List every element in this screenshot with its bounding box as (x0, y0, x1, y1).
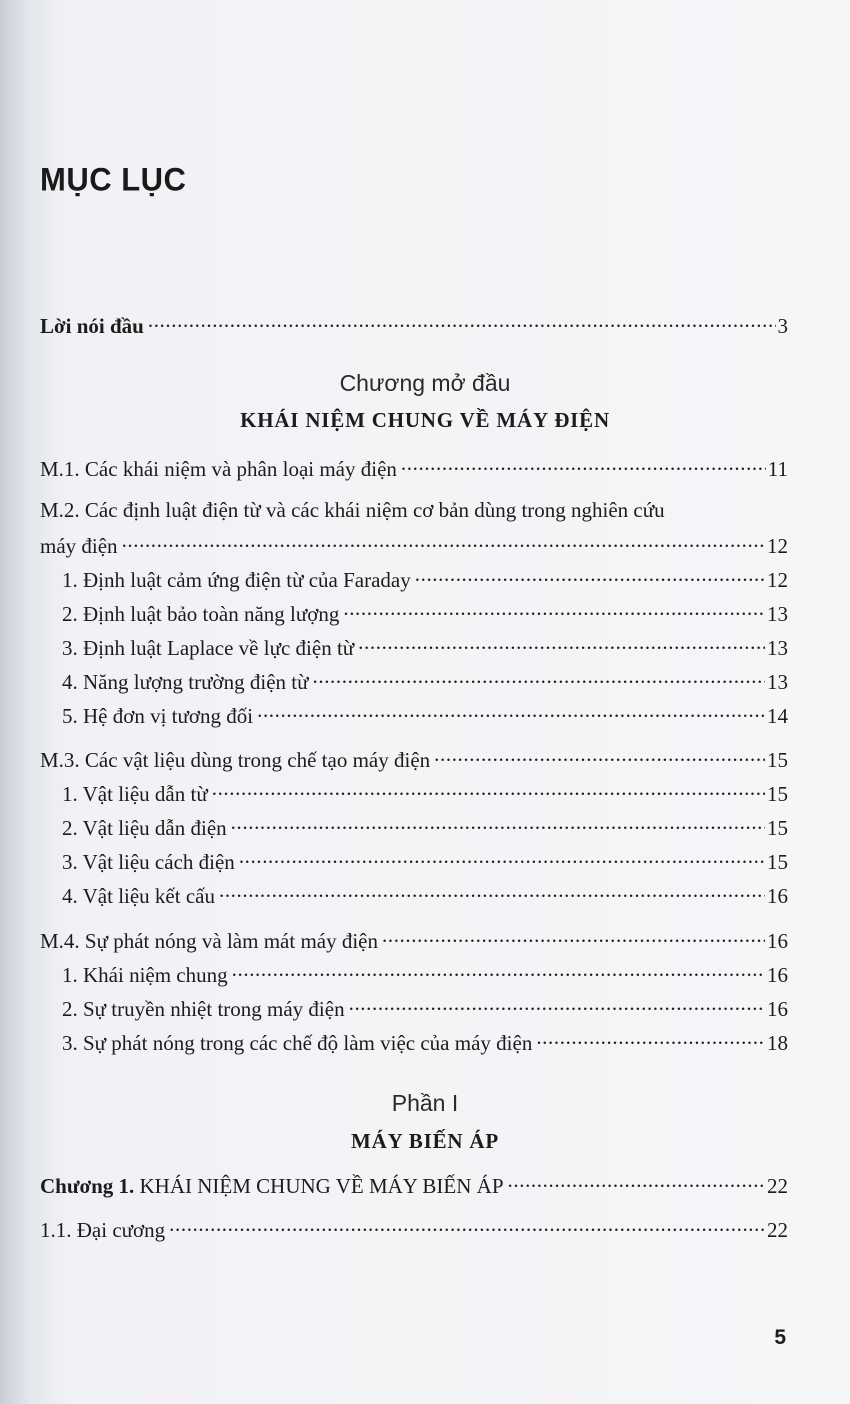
toc-entry-label: M.2. Các định luật điện từ và các khái niệm cơ bản dùng trong nghiên cứu (40, 498, 665, 522)
toc-entry-m2-5[interactable] (62, 702, 788, 729)
toc-entry-label: 2. Vật liệu dẫn điện (62, 816, 227, 840)
page-number: 5 (774, 1326, 786, 1349)
toc-page-number: 16 (767, 997, 788, 1021)
toc-entry-label: máy điện (40, 534, 118, 558)
toc-entry-label: 2. Sự truyền nhiệt trong máy điện (62, 997, 345, 1021)
toc-page-number: 13 (767, 602, 788, 626)
toc-entry-m2-3[interactable] (62, 634, 788, 661)
toc-entry-m3-4[interactable] (62, 882, 788, 909)
toc-entry-m1[interactable] (40, 455, 788, 482)
toc-entry-m2-line2[interactable] (40, 532, 788, 559)
toc-entry-preface[interactable] (40, 312, 788, 339)
toc-entry-label: KHÁI NIỆM CHUNG VỀ MÁY BIẾN ÁP (139, 1174, 504, 1198)
toc-entry-m2-1[interactable] (62, 566, 788, 593)
dot-leader (212, 780, 765, 801)
toc-page-number: 15 (767, 816, 788, 840)
chapter-kicker: Chương mở đầu (339, 370, 511, 396)
dot-leader (257, 702, 765, 723)
toc-entry-label: 1. Định luật cảm ứng điện từ của Faraday (62, 568, 411, 592)
toc-page-number: 3 (777, 314, 788, 338)
dot-leader (358, 634, 765, 655)
toc-entry-label: 2. Định luật bảo toàn năng lượng (62, 602, 340, 626)
dot-leader (122, 532, 765, 553)
toc-entry-m2-4[interactable] (62, 668, 788, 695)
part-kicker: Phần I (391, 1090, 459, 1116)
toc-page-number: 13 (767, 670, 788, 694)
dot-leader (231, 814, 765, 835)
toc-page-number: 12 (767, 534, 788, 558)
toc-page-number: 16 (767, 884, 788, 908)
dot-leader (313, 668, 766, 689)
dot-leader (536, 1029, 765, 1050)
toc-entry-label: M.3. Các vật liệu dùng trong chế tạo máy điện (40, 748, 431, 772)
dot-leader (434, 746, 765, 767)
dot-leader (169, 1216, 765, 1237)
toc-entry-label: 3. Định luật Laplace về lực điện từ (62, 636, 355, 660)
toc-entry-label: Lời nói đầu (40, 314, 144, 338)
toc-entry-label: 1.1. Đại cương (40, 1218, 166, 1242)
toc-entry-m3-2[interactable] (62, 814, 788, 841)
toc-page-number: 15 (767, 748, 788, 772)
part-heading: MÁY BIẾN ÁP (350, 1129, 500, 1153)
dot-leader (148, 312, 776, 333)
toc-entry-m4[interactable] (40, 927, 788, 954)
toc-entry-chapter-1[interactable] (40, 1172, 788, 1199)
toc-page-number: 16 (767, 929, 788, 953)
toc-entry-label: 4. Năng lượng trường điện từ (62, 670, 309, 694)
toc-entry-label: 4. Vật liệu kết cấu (62, 884, 215, 908)
dot-leader (415, 566, 765, 587)
toc-page-number: 14 (767, 704, 788, 728)
dot-leader (349, 995, 765, 1016)
toc-page-number: 11 (767, 457, 788, 481)
toc-entry-m4-2[interactable] (62, 995, 788, 1022)
dot-leader (232, 961, 765, 982)
dot-leader (219, 882, 765, 903)
toc-entry-label: 5. Hệ đơn vị tương đối (62, 704, 254, 728)
toc-entry-m4-1[interactable] (62, 961, 788, 988)
toc-page-number: 12 (767, 568, 788, 592)
dot-leader (343, 600, 765, 621)
toc-entry-label: 1. Khái niệm chung (62, 963, 228, 987)
toc-entry-label: M.4. Sự phát nóng và làm mát máy điện (40, 929, 378, 953)
toc-entry-m4-3[interactable] (62, 1029, 788, 1056)
toc-page-number: 16 (767, 963, 788, 987)
toc-entry-1-1[interactable] (40, 1216, 788, 1243)
toc-entry-m2-line1[interactable] (40, 498, 665, 523)
dot-leader (382, 927, 765, 948)
toc-page-number: 13 (767, 636, 788, 660)
toc-page-number: 22 (767, 1218, 788, 1242)
toc-entry-m3-1[interactable] (62, 780, 788, 807)
dot-leader (401, 455, 766, 476)
dot-leader (508, 1172, 765, 1193)
page-title: MỤC LỤC (40, 161, 187, 198)
toc-entry-prefix: Chương 1. (40, 1174, 135, 1198)
toc-page-number: 18 (767, 1031, 788, 1055)
toc-entry-m2-2[interactable] (62, 600, 788, 627)
toc-entry-m3[interactable] (40, 746, 788, 773)
toc-entry-label: M.1. Các khái niệm và phân loại máy điện (40, 457, 397, 481)
toc-entry-label: 3. Vật liệu cách điện (62, 850, 235, 874)
toc-page-number: 15 (767, 850, 788, 874)
dot-leader (239, 848, 765, 869)
toc-page-number: 15 (767, 782, 788, 806)
toc-entry-label: 3. Sự phát nóng trong các chế độ làm việc của máy điện (62, 1031, 533, 1055)
toc-page-number: 22 (767, 1174, 788, 1198)
chapter-heading: KHÁI NIỆM CHUNG VỀ MÁY ĐIỆN (240, 408, 610, 432)
toc-entry-m3-3[interactable] (62, 848, 788, 875)
toc-entry-label: 1. Vật liệu dẫn từ (62, 782, 208, 806)
